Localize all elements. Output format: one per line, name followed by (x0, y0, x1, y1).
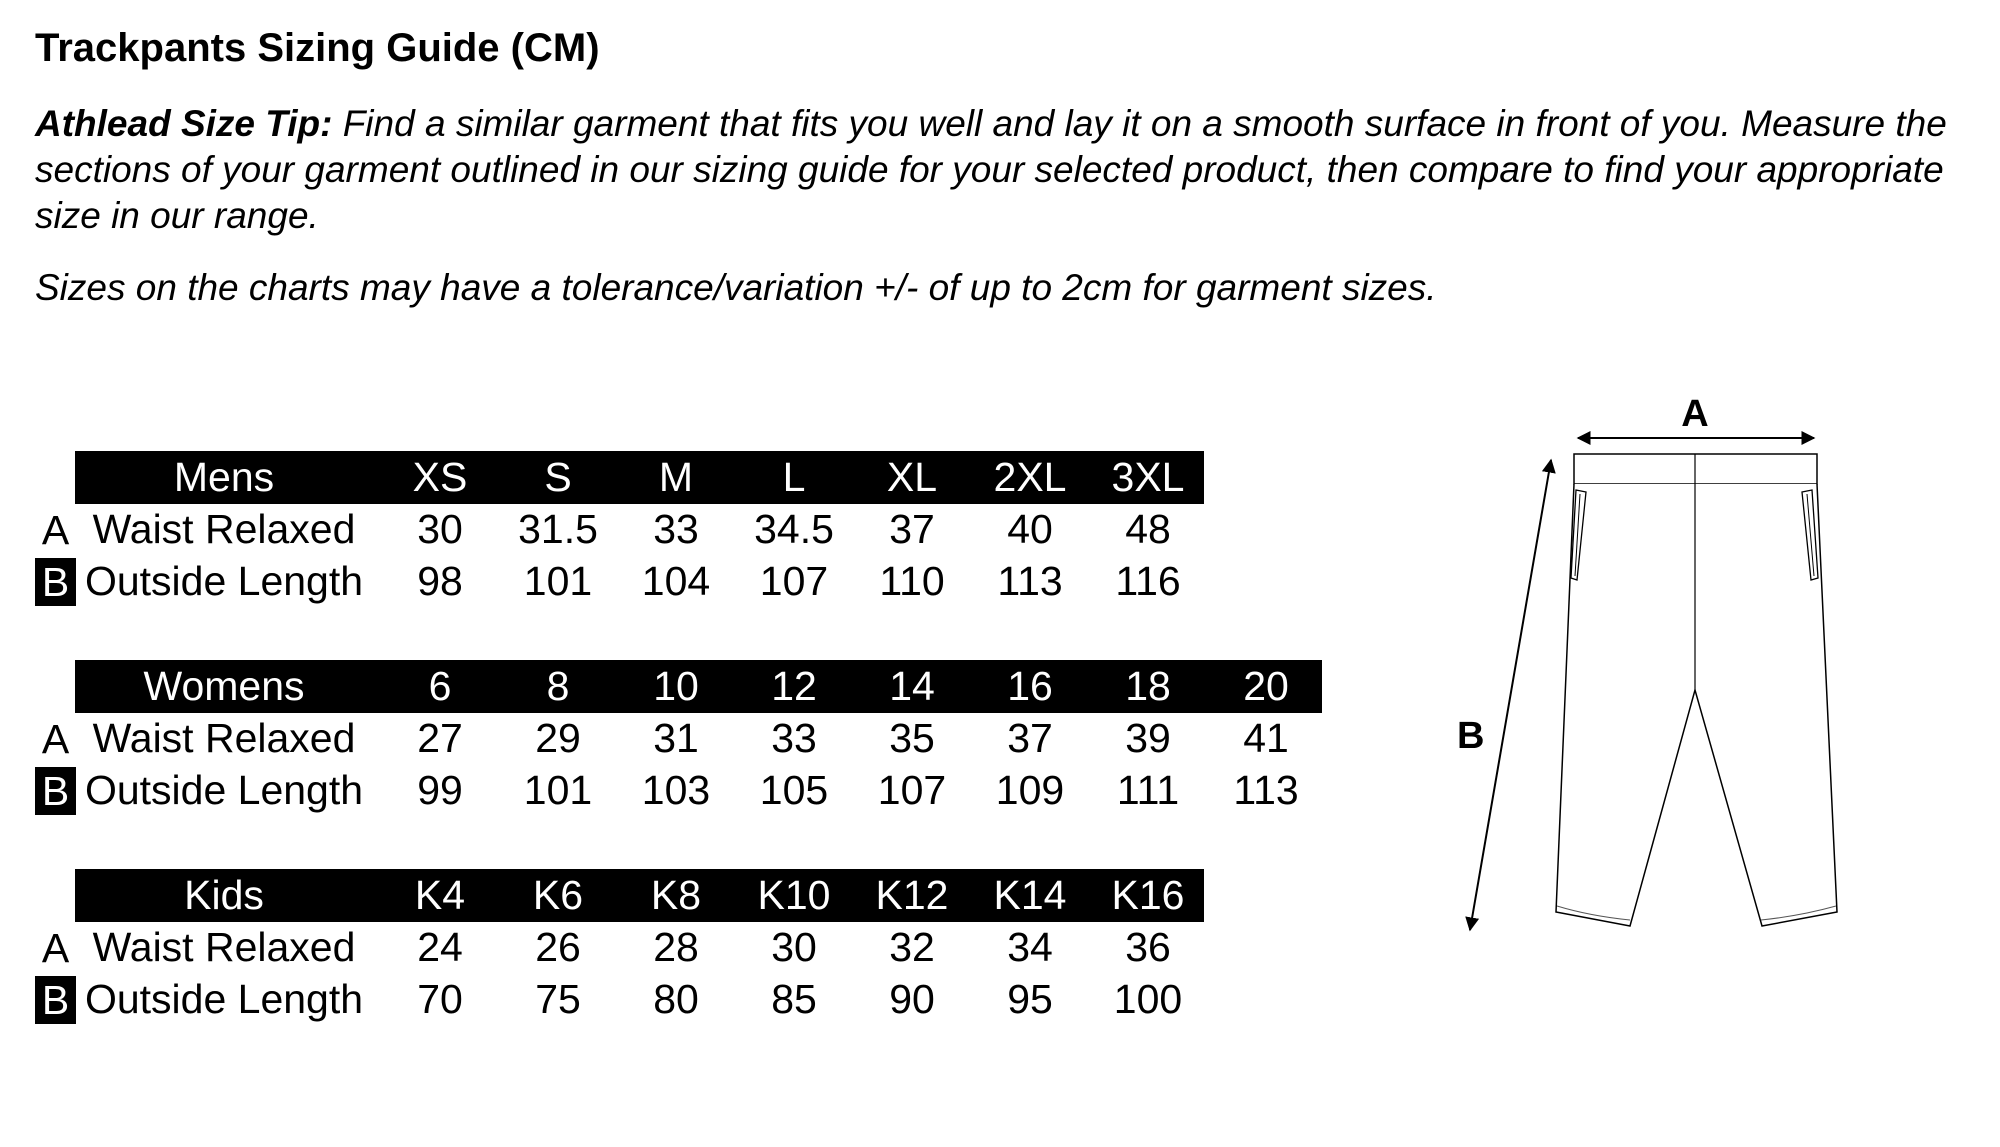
table-header-label: Kids (184, 872, 264, 918)
table-header-label: Mens (173, 454, 275, 500)
waist-value-cell: 37 (1007, 715, 1053, 761)
tolerance-note: Sizes on the charts may have a tolerance/variation +/- of up to 2cm for garment sizes. (35, 267, 1437, 308)
waist-value-cell: 36 (1125, 924, 1171, 970)
row-tag-a: A (35, 924, 76, 972)
size-header-cell: K4 (414, 872, 466, 918)
waist-value-cell: 32 (889, 924, 935, 970)
page-title: Trackpants Sizing Guide (CM) (35, 26, 600, 70)
size-header-cell: K6 (532, 872, 584, 918)
row-label-waist: Waist Relaxed (92, 924, 356, 970)
length-value-cell: 110 (879, 558, 945, 604)
row-label-waist: Waist Relaxed (92, 715, 356, 761)
waist-value-cell: 39 (1125, 715, 1171, 761)
size-header-cell: L (782, 454, 806, 500)
length-value-cell: 101 (523, 558, 593, 604)
size-header-cell: 16 (1007, 663, 1053, 709)
length-value-cell: 107 (877, 767, 947, 813)
waist-value-cell: 28 (653, 924, 699, 970)
length-value-cell: 116 (1115, 558, 1181, 604)
length-value-cell: 113 (1233, 767, 1299, 813)
size-header-cell: 20 (1243, 663, 1289, 709)
size-header-cell: K16 (1111, 872, 1185, 918)
length-value-cell: 85 (771, 976, 817, 1022)
length-value-cell: 105 (759, 767, 829, 813)
length-value-cell: 100 (1113, 976, 1183, 1022)
size-tip-text: Find a similar garment that fits you well and lay it on a smooth surface in front of you. Measure the sections of your garment outlined in our sizing guide for your selected product, then compare to find your appropriate size in our range. (35, 103, 1947, 236)
waist-value-cell: 34.5 (754, 506, 834, 552)
size-tip (35, 101, 1975, 239)
size-header-cell: S (544, 454, 572, 500)
waist-value-cell: 26 (535, 924, 581, 970)
size-header-cell: M (658, 454, 694, 500)
length-value-cell: 101 (523, 767, 593, 813)
length-value-cell: 109 (995, 767, 1065, 813)
size-header-cell: K8 (650, 872, 702, 918)
waist-value-cell: 37 (889, 506, 935, 552)
pants-outline (1556, 484, 1837, 926)
row-label-length: Outside Length (84, 767, 364, 813)
length-value-cell: 70 (417, 976, 463, 1022)
waist-value-cell: 29 (535, 715, 581, 761)
size-header-cell: XL (886, 454, 938, 500)
size-header-cell: K12 (875, 872, 949, 918)
size-header-cell: 14 (889, 663, 935, 709)
size-header-cell: K14 (993, 872, 1067, 918)
size-header-cell: 12 (771, 663, 817, 709)
waist-value-cell: 31.5 (518, 506, 598, 552)
waist-value-cell: 33 (653, 506, 699, 552)
size-tip-label: Athlead Size Tip: (35, 103, 333, 144)
waist-value-cell: 31 (653, 715, 699, 761)
size-header-cell: 2XL (993, 454, 1067, 500)
row-label-length: Outside Length (84, 558, 364, 604)
row-label-length: Outside Length (84, 976, 364, 1022)
row-label-waist: Waist Relaxed (92, 506, 356, 552)
table-header-label: Womens (143, 663, 305, 709)
length-value-cell: 107 (759, 558, 829, 604)
trackpants-diagram (1450, 390, 1920, 1090)
length-value-cell: 98 (417, 558, 463, 604)
diagram-label-b: B (1457, 715, 1485, 757)
size-header-cell: 10 (653, 663, 699, 709)
waist-value-cell: 34 (1007, 924, 1053, 970)
row-tag-a: A (35, 715, 76, 763)
length-value-cell: 111 (1116, 767, 1180, 813)
length-value-cell: 99 (417, 767, 463, 813)
waist-value-cell: 30 (771, 924, 817, 970)
length-value-cell: 103 (641, 767, 711, 813)
waist-value-cell: 40 (1007, 506, 1053, 552)
length-value-cell: 90 (889, 976, 935, 1022)
row-tag-b: B (35, 767, 76, 815)
size-header-cell: K10 (757, 872, 831, 918)
length-value-cell: 113 (997, 558, 1063, 604)
row-tag-b: B (35, 976, 76, 1024)
waist-value-cell: 33 (771, 715, 817, 761)
length-value-cell: 95 (1007, 976, 1053, 1022)
length-value-cell: 75 (535, 976, 581, 1022)
waist-value-cell: 35 (889, 715, 935, 761)
size-header-cell: 18 (1125, 663, 1171, 709)
waist-value-cell: 48 (1125, 506, 1171, 552)
size-header-cell: 3XL (1111, 454, 1185, 500)
size-header-cell: XS (412, 454, 468, 500)
row-tag-b: B (35, 558, 76, 606)
waist-value-cell: 24 (417, 924, 463, 970)
diagram-label-a: A (1681, 393, 1709, 435)
size-header-cell: 6 (428, 663, 452, 709)
length-value-cell: 80 (653, 976, 699, 1022)
length-arrow-b (1470, 460, 1551, 930)
waist-value-cell: 27 (417, 715, 463, 761)
waist-value-cell: 30 (417, 506, 463, 552)
size-header-cell: 8 (546, 663, 570, 709)
waist-value-cell: 41 (1243, 715, 1289, 761)
length-value-cell: 104 (641, 558, 711, 604)
row-tag-a: A (35, 506, 76, 554)
